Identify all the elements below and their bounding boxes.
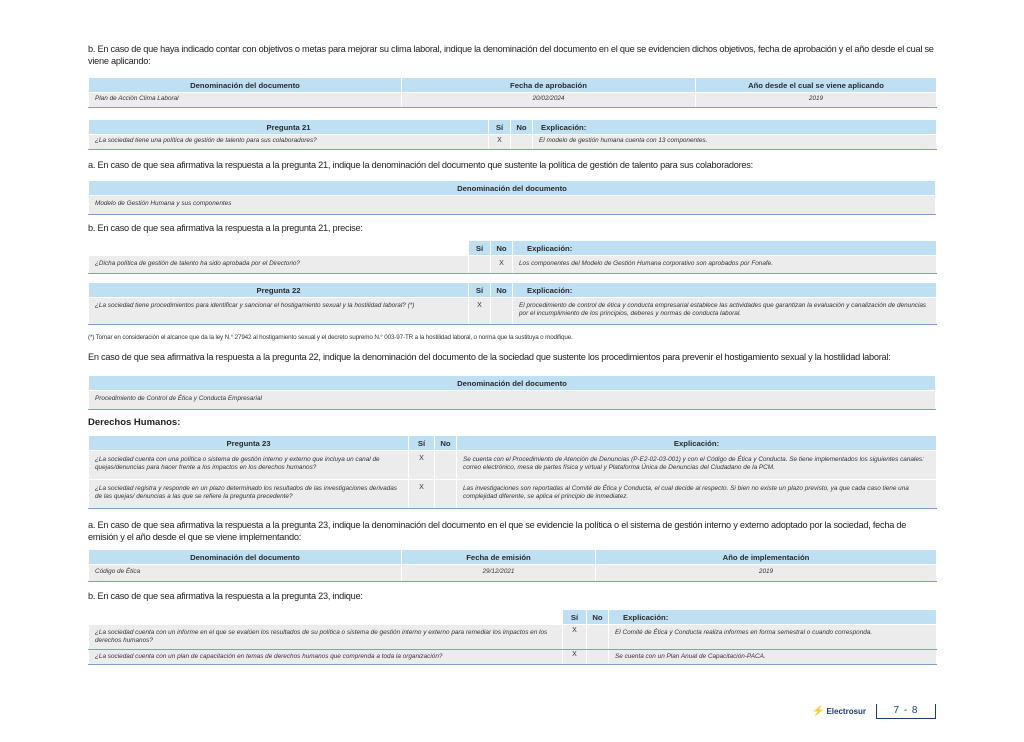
explanation-informe: El Comité de Ética y Conducta realiza informes en forma semestral o cuando corresponda. [609,625,937,650]
answer-si [469,256,491,274]
answer-no [491,298,513,325]
header-si: Sí [563,610,587,625]
explanation-23-2: Las investigaciones son reportadas al Comité de Ética y Conducta, el cual decide al respecto. Si bien no existe un plazo previsto, ya que cada caso tiene una complejidad diferente, se aplica el principio de inmediatez. [457,480,937,509]
answer-si: X [409,451,435,480]
table-row [89,625,937,650]
explanation-23-1: Se cuenta con el Procedimiento de Atención de Denuncias (P-E2-02-03-001) y con el Código de Ética y Conducta. Se tiene implementados los siguientes canales: correo electrónico, mesa de partes física y virtual y Plataforma Única de Denuncias del Ciudadano de la PCM. [457,451,937,480]
brand-name: Electrosur [826,707,867,716]
header-no: No [491,283,513,298]
header-pregunta-21: Pregunta 21 [89,120,489,135]
table-codigo-etica [88,549,937,582]
explanation-22: El procedimiento de control de ética y conducta empresarial establece las actividades que garantizan la evaluación y canalización de denuncias por el incumplimiento de los principios, deberes y normas de conducta laboral. [513,298,937,325]
table-pregunta-21 [88,119,937,150]
paragraph-a-21: a. En caso de que sea afirmativa la respuesta a la pregunta 21, indique la denominación del documento que sustente la política de gestión de talento para sus colaboradores: [88,160,753,170]
answer-si: X [409,480,435,509]
table-pregunta-23 [88,435,937,509]
explanation-21: El modelo de gestión humana cuenta con 13 componentes. [533,135,937,150]
answer-no [511,135,533,150]
header-pregunta-22: Pregunta 22 [89,283,469,298]
answer-no [435,480,457,509]
table-documento-talento [88,180,936,215]
table-clima-documento [88,77,937,108]
answer-no [587,625,609,650]
header-no: No [435,436,457,451]
cell-anio: 2019 [596,565,937,582]
answer-no [435,451,457,480]
header-denominacion: Denominación del documento [89,78,402,93]
question-23-1: ¿La sociedad cuenta con una política o sistema de gestión interno y externo que incluya un canal de quejas/denuncias para hacer frente a los impactos en los derechos humanos? [89,451,409,480]
question-21: ¿La sociedad tiene una política de gestión de talento para sus colaboradores? [89,135,489,150]
answer-si: X [563,625,587,650]
header-anio-implementacion: Año de implementación [596,550,937,565]
header-denominacion: Denominación del documento [89,376,936,391]
page-footer [812,702,936,720]
header-explicacion: Explicación: [513,241,937,256]
table-aprobacion-directorio [88,240,937,274]
header-pregunta-23: Pregunta 23 [89,436,409,451]
header-si: Sí [469,241,491,256]
header-si: Sí [469,283,491,298]
table-pregunta-22 [88,282,937,325]
header-explicacion: Explicación: [609,610,937,625]
answer-si: X [469,298,491,325]
cell-fecha: 20/02/2024 [402,93,696,108]
header-si: Sí [409,436,435,451]
header-explicacion: Explicación: [457,436,937,451]
question-directorio: ¿Dicha política de gestión de talento ha sido aprobada por el Directorio? [89,256,469,274]
answer-si: X [489,135,511,150]
table-row [89,451,937,480]
header-explicacion: Explicación: [533,120,937,135]
cell-documento: Código de Ética [89,565,402,582]
cell-documento: Plan de Acción Clima Laboral [89,93,402,108]
paragraph-b-clima: b. En caso de que haya indicado contar con objetivos o metas para mejorar su clima laboral, indique la denominación del documento en el que se evidencien dichos objetivos, fecha de aprobación y el año desde el cual se viene aplicando: [88,44,934,66]
cell-anio: 2019 [696,93,937,108]
paragraph-b-21: b. En caso de que sea afirmativa la respuesta a la pregunta 21, precise: [88,223,363,233]
header-no: No [587,610,609,625]
answer-si: X [563,650,587,665]
header-denominacion: Denominación del documento [89,181,936,196]
header-no: No [491,241,513,256]
header-fecha-emision: Fecha de emisión [402,550,596,565]
page-number: 7 - 8 [876,704,936,719]
brand-logo [812,706,866,717]
table-documento-hostigamiento [88,375,936,410]
question-informe: ¿La sociedad cuenta con un informe en el que se evalúen los resultados de su política o sistema de gestión interno y externo para remediar los impactos en los derechos humanos? [89,625,563,650]
header-denominacion: Denominación del documento [89,550,402,565]
cell-fecha: 29/12/2021 [402,565,596,582]
bolt-icon: ⚡ [812,706,825,717]
answer-no [587,650,609,665]
paragraph-22: En caso de que sea afirmativa la respuesta a la pregunta 22, indique la denominación del documento de la sociedad que sustente los procedimientos para prevenir el hostigamiento sexual y la hostilidad laboral: [88,352,891,362]
header-anio-aplicando: Año desde el cual se viene aplicando [696,78,937,93]
table-row [89,480,937,509]
explanation-capacitacion: Se cuenta con un Plan Anual de Capacitación-PACA. [609,650,937,665]
section-title-derechos-humanos: Derechos Humanos: [88,417,181,428]
question-23-2: ¿La sociedad registra y responde en un plazo determinado los resultados de las investigaciones derivadas de las quejas/ denuncias a las que se refiere la pregunta precedente? [89,480,409,509]
header-fecha-aprobacion: Fecha de aprobación [402,78,696,93]
paragraph-b-23: b. En caso de que sea afirmativa la respuesta a la pregunta 23, indique: [88,591,363,601]
question-capacitacion: ¿La sociedad cuenta con un plan de capacitación en temas de derechos humanos que comprenda a toda la organización? [89,650,563,665]
header-explicacion: Explicación: [513,283,937,298]
paragraph-a-23: a. En caso de que sea afirmativa la respuesta a la pregunta 23, indique la denominación del documento en el que se evidencie la política o el sistema de gestión interno y externo adoptado por la sociedad, fecha de emisión y el año desde el que se viene implementando: [88,520,907,542]
cell-documento: Procedimiento de Control de Ética y Conducta Empresarial [89,391,936,410]
header-si: Sí [489,120,511,135]
table-row [89,650,937,665]
cell-documento: Modelo de Gestión Humana y sus componentes [89,196,936,215]
explanation-directorio: Los componentes del Modelo de Gestión Humana corporativo son aprobados por Fonafe. [513,256,937,274]
table-informe-capacitacion [88,609,937,665]
question-22: ¿La sociedad tiene procedimientos para identificar y sancionar el hostigamiento sexual y la hostilidad laboral? (*) [89,298,469,325]
footnote: (*) Tomar en consideración el alcance que da la ley N.° 27942 al hostigamiento sexual y el decreto supremo N.° 003-97-TR a la hostilidad laboral, o norma que la sustituya o modifique. [88,334,573,341]
header-no: No [511,120,533,135]
answer-no: X [491,256,513,274]
